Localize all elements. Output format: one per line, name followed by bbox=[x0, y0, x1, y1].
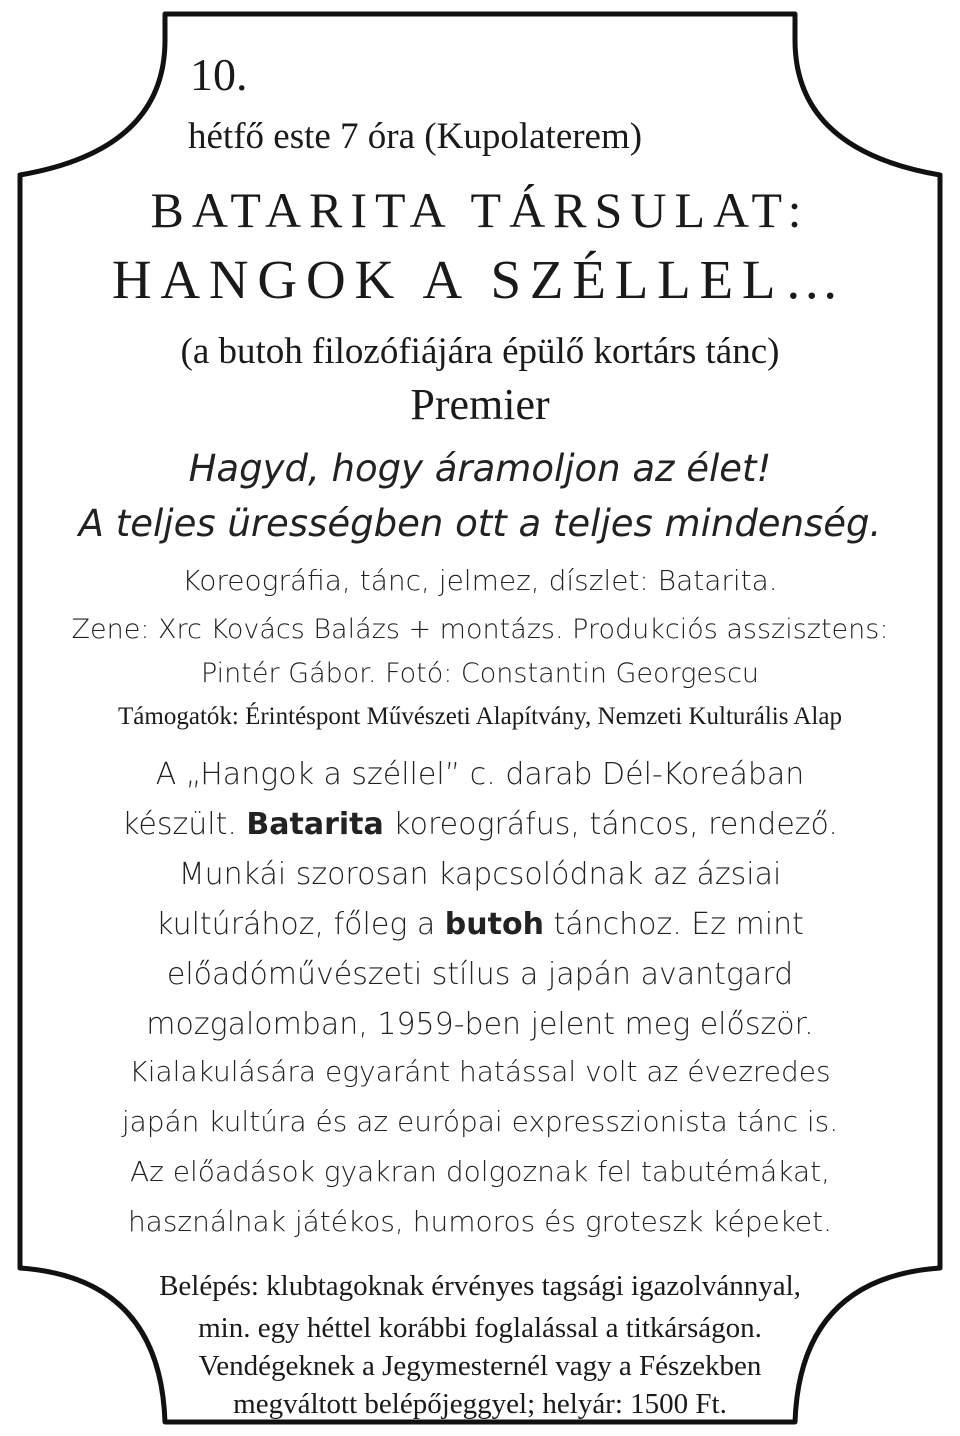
premier-label: Premier bbox=[410, 380, 550, 429]
admission-line-3: Vendégeknek a Jegymesternél vagy a Fészekben bbox=[198, 1350, 762, 1382]
admission-line-1: Belépés: klubtagoknak érvényes tagsági igazolvánnyal, bbox=[159, 1270, 801, 1302]
event-number: 10. bbox=[190, 49, 248, 100]
description-line-6: mozgalomban, 1959-ben jelent meg először. bbox=[146, 1007, 814, 1042]
description-line-2 bbox=[0, 807, 960, 842]
title-line-1: BATARITA TÁRSULAT: bbox=[150, 182, 810, 238]
credits-line-3: Pintér Gábor. Fotó: Constantin Georgescu bbox=[200, 658, 760, 689]
butoh-term: butoh bbox=[444, 907, 544, 942]
description-text: kultúrához, főleg a bbox=[156, 907, 445, 942]
motto-line-2: A teljes ürességben ott a teljes mindenség. bbox=[78, 502, 882, 545]
description-text: tánchoz. Ez mint bbox=[543, 907, 804, 942]
description-line-4 bbox=[0, 907, 960, 942]
motto-line-1: Hagyd, hogy áramoljon az élet! bbox=[188, 447, 772, 490]
description-line-10: használnak játékos, humoros és groteszk képeket. bbox=[127, 1205, 833, 1238]
credits-line-1: Koreográfia, tánc, jelmez, díszlet: Batarita. bbox=[182, 564, 778, 597]
admission-line-2: min. egy héttel korábbi foglalással a titkárságon. bbox=[198, 1312, 762, 1344]
admission-line-4: megváltott belépőjeggyel; helyár: 1500 Ft. bbox=[233, 1388, 727, 1420]
credits-line-2: Zene: Xrc Kovács Balázs + montázs. Produkciós asszisztens: bbox=[71, 614, 889, 645]
description-line-9: Az előadások gyakran dolgoznak fel tabutémákat, bbox=[129, 1155, 831, 1188]
subtitle: (a butoh filozófiájára épülő kortárs tánc) bbox=[180, 331, 780, 372]
description-line-7: Kialakulására egyaránt hatással volt az évezredes bbox=[129, 1055, 831, 1088]
description-line-3: Munkái szorosan kapcsolódnak az ázsiai bbox=[178, 857, 782, 892]
supporters: Támogatók: Érintéspont Művészeti Alapítvány, Nemzeti Kulturális Alap bbox=[118, 703, 842, 730]
artist-name: Batarita bbox=[246, 807, 384, 842]
description-line-1: A „Hangok a széllel” c. darab Dél-Koreában bbox=[155, 757, 805, 792]
description-text: készült. bbox=[122, 807, 247, 842]
title-line-2: HANGOK A SZÉLLEL… bbox=[111, 249, 849, 310]
description-line-5: előadóművészeti stílus a japán avantgard bbox=[166, 957, 794, 992]
description-line-8: japán kultúra és az európai expresszionista tánc is. bbox=[121, 1105, 839, 1138]
description-text: koreográfus, táncos, rendező. bbox=[383, 807, 838, 842]
event-datetime: hétfő este 7 óra (Kupolaterem) bbox=[188, 116, 643, 157]
